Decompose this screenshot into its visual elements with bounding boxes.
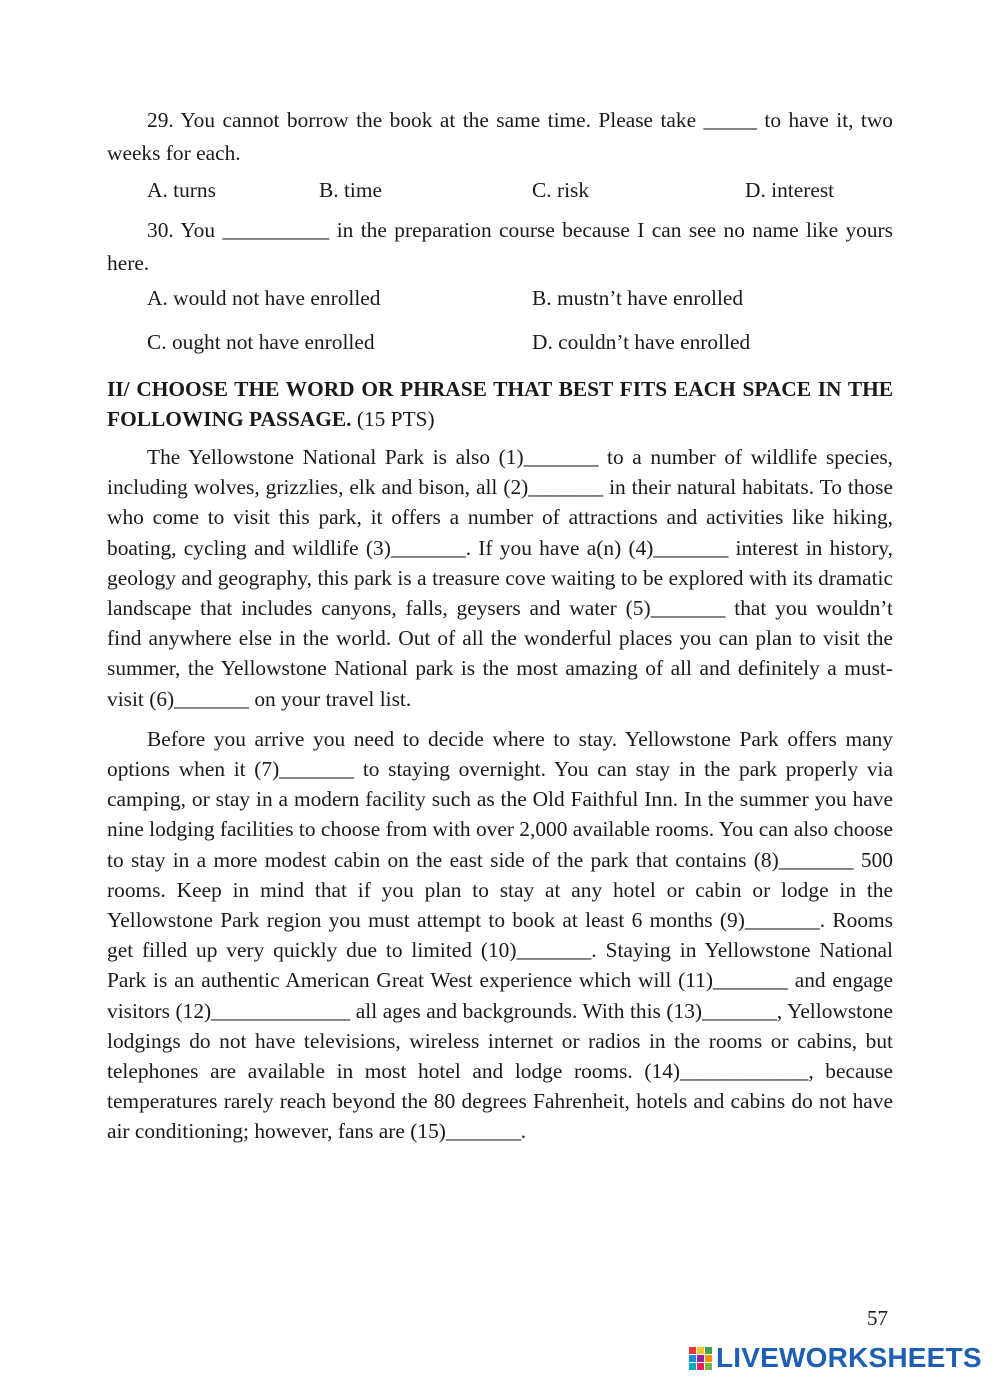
worksheet-page: [107, 104, 893, 1147]
question-29-option-a[interactable]: A. turns: [147, 178, 216, 202]
question-30-option-c[interactable]: C. ought not have enrolled: [147, 330, 375, 354]
logo-tile: [689, 1347, 696, 1354]
question-30-option-d[interactable]: D. couldn’t have enrolled: [532, 330, 751, 354]
section-title-text: II/ CHOOSE THE WORD OR PHRASE THAT BEST FITS EACH SPACE IN THE FOLLOWING PASSAGE.: [107, 377, 893, 431]
section-title: [107, 374, 893, 434]
question-30-option-a[interactable]: A. would not have enrolled: [147, 286, 381, 310]
question-30-options-row-2: [107, 324, 893, 368]
logo-tiles-icon: [689, 1347, 712, 1370]
logo-text: LIVEWORKSHEETS: [716, 1342, 982, 1373]
question-29-options: [107, 170, 893, 214]
passage-paragraph-2: Before you arrive you need to decide where to stay. Yellowstone Park offers many options when it (7)_______ to staying overnight. You can stay in the park properly via camping, or stay in a modern facility such as the Old Faithful Inn. In the summer you have nine lodging facilities to choose from with over 2,000 available rooms. You can also choose to stay in a more modest cabin on the east side of the park that contains (8)_______ 500 rooms. Keep in mind that if you plan to stay at any hotel or cabin or lodge in the Yellowstone Park region you must attempt to book at least 6 months (9)_______. Rooms get filled up very quickly due to limited (10)_______. Staying in Yellowstone National Park is an authentic American Great West experience which will (11)_______ and engage visitors (12)_____________ all ages and backgrounds. With this (13)_______, Yellowstone lodgings do not have televisions, wireless internet or radios in the rooms or cabins, but telephones are available in most hotel and lodge rooms. (14)____________, because temperatures rarely reach beyond the 80 degrees Fahrenheit, hotels and cabins do not have air conditioning; however, fans are (15)_______.: [107, 726, 893, 1144]
section-points: (15 PTS): [356, 407, 435, 431]
question-29-option-b[interactable]: B. time: [319, 178, 382, 202]
logo-tile: [689, 1363, 696, 1370]
question-30-stem: 30. You __________ in the preparation course because I can see no name like yours here.: [107, 218, 893, 275]
logo-tile: [697, 1363, 704, 1370]
logo-tile: [705, 1347, 712, 1354]
question-30-option-b[interactable]: B. mustn’t have enrolled: [532, 286, 744, 310]
question-29-option-c[interactable]: C. risk: [532, 178, 590, 202]
passage-paragraph-1: The Yellowstone National Park is also (1)_______ to a number of wildlife species, including wolves, grizzlies, elk and bison, all (2)_______ in their natural habitats. To those who come to visit this park, it offers a number of attractions and activities like hiking, boating, cycling and wildlife (3)_______. If you have a(n) (4)_______ interest in history, geology and geography, this park is a treasure cove waiting to be explored with its dramatic landscape that includes canyons, falls, geysers and water (5)_______ that you wouldn’t find anywhere else in the world. Out of all the wonderful places you can plan to visit the summer, the Yellowstone National park is the most amazing of all and definitely a must-visit (6)_______ on your travel list.: [107, 445, 893, 711]
page-number: 57: [867, 1306, 888, 1330]
question-29-option-d[interactable]: D. interest: [745, 178, 835, 202]
question-29-stem: 29. You cannot borrow the book at the same time. Please take _____ to have it, two weeks for each.: [107, 108, 893, 165]
logo-tile: [697, 1355, 704, 1362]
liveworksheets-logo[interactable]: [689, 1342, 982, 1374]
logo-tile: [689, 1355, 696, 1362]
logo-tile: [697, 1347, 704, 1354]
logo-tile: [705, 1363, 712, 1370]
logo-tile: [705, 1355, 712, 1362]
question-30-options-row-1: [107, 280, 893, 324]
